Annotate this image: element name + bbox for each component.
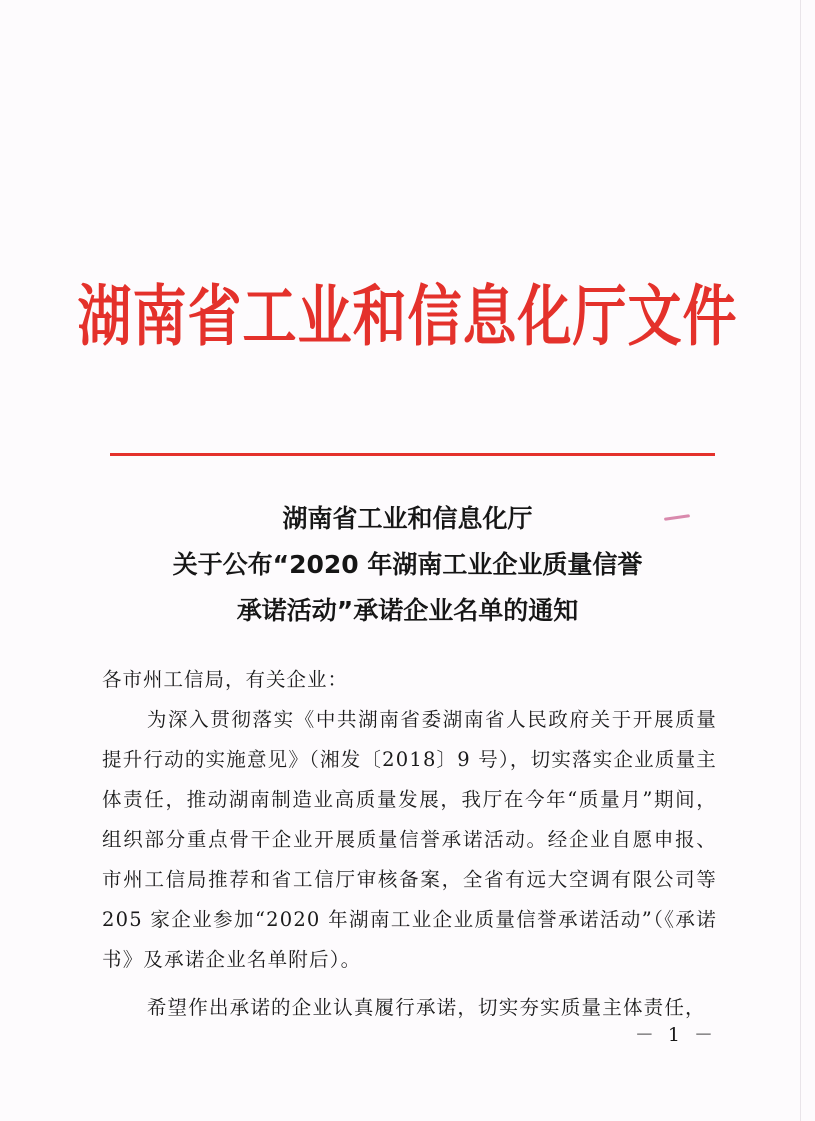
body-paragraph-1: 为深入贯彻落实《中共湖南省委湖南省人民政府关于开展质量提升行动的实施意见》（湘发〔2018〕9 号），切实落实企业质量主体责任，推动湖南制造业高质量发展，我厅在今年“质量月”期间，组织部分重点骨干企业开展质量信誉承诺活动。经企业自愿申报、市州工信局推荐和省工信厅审核备案，全省有远大空调有限公司等 205 家企业参加“2020 年湖南工业企业质量信誉承诺活动”（《承诺书》及承诺企业名单附后）。 — [102, 708, 717, 971]
page-number: － 1 － — [634, 1024, 717, 1046]
document-body — [102, 660, 717, 1028]
salutation: 各市州工信局，有关企业： — [102, 668, 349, 691]
title-line-3: 承诺活动”承诺企业名单的通知 — [236, 596, 579, 625]
title-line-1: 湖南省工业和信息化厅 — [282, 504, 533, 533]
title-line-2: 关于公布“2020 年湖南工业企业质量信誉 — [172, 550, 643, 579]
masthead-title: 湖南省工业和信息化厅文件 — [77, 277, 738, 355]
body-paragraph-2: 希望作出承诺的企业认真履行承诺，切实夯实质量主体责任， — [146, 996, 706, 1019]
red-separator-rule — [110, 453, 715, 456]
document-title — [0, 496, 815, 634]
